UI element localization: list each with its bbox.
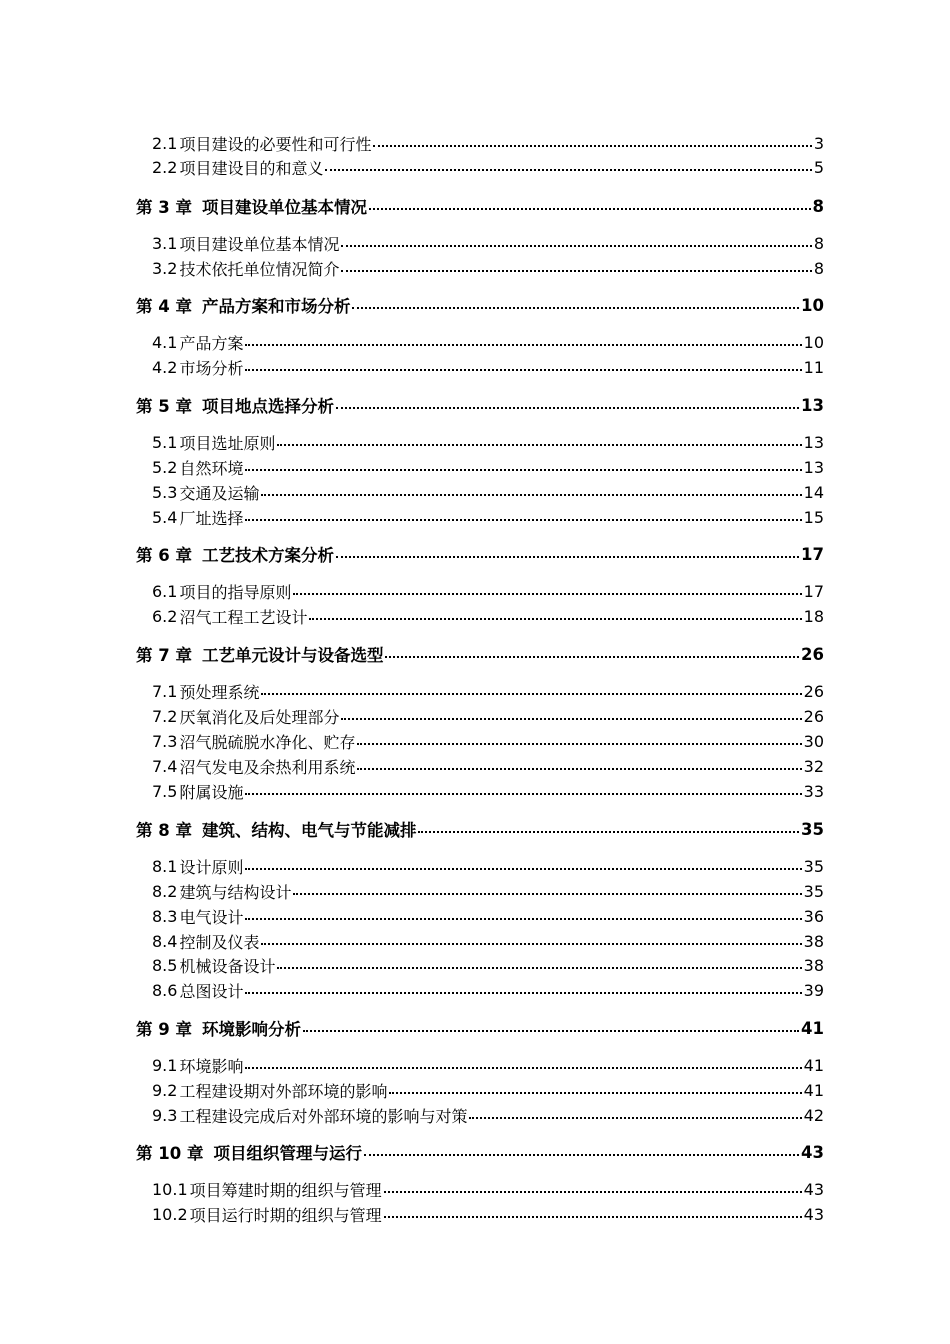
toc-dot-leader [384, 1191, 802, 1193]
toc-entry-number: 8.2 [152, 881, 178, 901]
toc-dot-leader [373, 145, 811, 147]
toc-section-entry[interactable] [0, 355, 950, 379]
toc-dot-leader [369, 208, 811, 210]
toc-section-entry[interactable] [0, 430, 950, 454]
toc-dot-leader [469, 1117, 801, 1119]
toc-section-entry[interactable] [0, 131, 950, 155]
toc-dot-leader [336, 556, 799, 558]
toc-entry-title: 交通及运输 [179, 483, 260, 503]
toc-entry-number: 4.1 [152, 332, 178, 352]
toc-entry-title: 控制及仪表 [179, 932, 260, 952]
toc-entry-title: 工艺技术方案分析 [201, 546, 334, 565]
toc-page-number: 18 [803, 606, 824, 626]
toc-section-entry[interactable] [0, 854, 950, 878]
toc-entry-number: 9.1 [152, 1055, 178, 1075]
toc-page-number: 26 [801, 644, 824, 664]
toc-dot-leader [303, 1030, 799, 1032]
toc-entry-number: 9.3 [152, 1105, 178, 1125]
toc-dot-leader [385, 656, 799, 658]
toc-dot-leader [418, 831, 799, 833]
toc-chapter-entry[interactable] [0, 293, 950, 317]
toc-dot-leader [245, 469, 801, 471]
toc-section-entry[interactable] [0, 1202, 950, 1226]
toc-dot-leader [277, 444, 801, 446]
toc-chapter-entry[interactable] [0, 642, 950, 666]
toc-section-entry[interactable] [0, 729, 950, 753]
toc-section-entry[interactable] [0, 1177, 950, 1201]
toc-dot-leader [389, 1092, 801, 1094]
toc-entry-title: 技术依托单位情况简介 [179, 259, 340, 279]
toc-entry-number: 4.2 [152, 357, 178, 377]
toc-page-number: 41 [803, 1055, 824, 1075]
toc-page-number: 5 [813, 157, 824, 177]
toc-entry-title: 沼气工程工艺设计 [179, 607, 308, 627]
toc-section-entry[interactable] [0, 579, 950, 603]
toc-entry-title: 附属设施 [179, 782, 244, 802]
toc-entry-number: 第 4 章 [136, 297, 192, 316]
toc-entry-title: 预处理系统 [179, 682, 260, 702]
toc-entry-title: 项目筹建时期的组织与管理 [189, 1180, 382, 1200]
toc-entry-title: 项目地点选择分析 [201, 397, 334, 416]
toc-entry-title: 产品方案和市场分析 [201, 297, 351, 316]
toc-entry-title: 工程建设期对外部环境的影响 [179, 1081, 388, 1101]
toc-page-number: 41 [803, 1080, 824, 1100]
toc-entry-number: 5.1 [152, 432, 178, 452]
toc-page-number: 42 [803, 1105, 824, 1125]
toc-page-number: 15 [803, 507, 824, 527]
toc-entry-title: 项目建设目的和意义 [179, 158, 324, 178]
toc-page-number: 11 [803, 357, 824, 377]
toc-entry-title: 建筑与结构设计 [179, 882, 292, 902]
toc-entry-title: 项目的指导原则 [179, 582, 292, 602]
toc-entry-title: 市场分析 [179, 358, 244, 378]
toc-page-number: 13 [803, 457, 824, 477]
toc-entry-title: 机械设备设计 [179, 956, 276, 976]
toc-page-number: 14 [803, 482, 824, 502]
toc-page-number: 8 [813, 233, 824, 253]
toc-dot-leader [245, 918, 801, 920]
toc-dot-leader [293, 893, 801, 895]
toc-dot-leader [245, 344, 801, 346]
toc-chapter-entry[interactable] [0, 817, 950, 841]
toc-page-number: 32 [803, 756, 824, 776]
toc-dot-leader [352, 307, 799, 309]
toc-section-entry[interactable] [0, 231, 950, 255]
toc-entry-number: 7.5 [152, 781, 178, 801]
toc-entry-title: 项目运行时期的组织与管理 [189, 1205, 382, 1225]
toc-page-number: 39 [803, 980, 824, 1000]
toc-entry-number: 8.1 [152, 856, 178, 876]
toc-chapter-entry[interactable] [0, 194, 950, 218]
toc-section-entry[interactable] [0, 879, 950, 903]
toc-page-number: 17 [803, 581, 824, 601]
toc-dot-leader [341, 270, 811, 272]
toc-page-number: 26 [803, 681, 824, 701]
toc-entry-title: 工程建设完成后对外部环境的影响与对策 [179, 1106, 468, 1126]
toc-entry-title: 厂址选择 [179, 508, 244, 528]
toc-section-entry[interactable] [0, 455, 950, 479]
toc-page-number: 43 [801, 1142, 824, 1162]
toc-dot-leader [261, 943, 801, 945]
toc-entry-title: 厌氧消化及后处理部分 [179, 707, 340, 727]
toc-entry-number: 6.1 [152, 581, 178, 601]
toc-section-entry[interactable] [0, 679, 950, 703]
toc-entry-title: 设计原则 [179, 857, 244, 877]
toc-page-number: 13 [803, 432, 824, 452]
toc-entry-title: 工艺单元设计与设备选型 [201, 646, 384, 665]
toc-entry-number: 2.2 [152, 157, 178, 177]
toc-section-entry[interactable] [0, 505, 950, 529]
toc-page-number: 13 [801, 395, 824, 415]
toc-entry-number: 8.6 [152, 980, 178, 1000]
toc-entry-number: 2.1 [152, 133, 178, 153]
toc-page-number: 35 [803, 881, 824, 901]
toc-entry-title: 项目建设单位基本情况 [179, 234, 340, 254]
toc-dot-leader [245, 369, 801, 371]
toc-dot-leader [309, 618, 801, 620]
toc-page-number: 8 [813, 258, 824, 278]
toc-entry-number: 5.3 [152, 482, 178, 502]
toc-chapter-entry[interactable] [0, 542, 950, 566]
toc-section-entry[interactable] [0, 754, 950, 778]
toc-chapter-entry[interactable] [0, 393, 950, 417]
toc-section-entry[interactable] [0, 256, 950, 280]
toc-entry-number: 第 3 章 [136, 198, 192, 217]
toc-page-number: 3 [813, 133, 824, 153]
toc-page-number: 43 [803, 1204, 824, 1224]
toc-entry-number: 7.3 [152, 731, 178, 751]
toc-entry-number: 8.5 [152, 955, 178, 975]
toc-section-entry[interactable] [0, 1103, 950, 1127]
toc-entry-number: 8.4 [152, 931, 178, 951]
toc-entry-title: 总图设计 [179, 981, 244, 1001]
toc-page-number: 8 [812, 196, 824, 216]
toc-page-number: 10 [803, 332, 824, 352]
toc-page-number: 38 [803, 955, 824, 975]
toc-entry-number: 7.4 [152, 756, 178, 776]
toc-chapter-entry[interactable] [0, 1016, 950, 1040]
toc-entry-title: 环境影响分析 [201, 1020, 301, 1039]
toc-entry-number: 第 6 章 [136, 546, 192, 565]
toc-entry-number: 第 10 章 [136, 1144, 204, 1163]
toc-section-entry[interactable] [0, 953, 950, 977]
toc-entry-title: 环境影响 [179, 1056, 244, 1076]
toc-section-entry[interactable] [0, 1053, 950, 1077]
toc-section-entry[interactable] [0, 1078, 950, 1102]
toc-page-number: 43 [803, 1179, 824, 1199]
toc-dot-leader [245, 1067, 801, 1069]
toc-page-number: 17 [801, 544, 824, 564]
toc-entry-title: 项目建设单位基本情况 [201, 198, 367, 217]
toc-entry-number: 7.1 [152, 681, 178, 701]
toc-dot-leader [325, 169, 811, 171]
toc-entry-number: 3.2 [152, 258, 178, 278]
toc-section-entry[interactable] [0, 704, 950, 728]
toc-entry-number: 3.1 [152, 233, 178, 253]
toc-section-entry[interactable] [0, 480, 950, 504]
toc-dot-leader [364, 1154, 799, 1156]
toc-dot-leader [341, 718, 801, 720]
toc-entry-number: 第 7 章 [136, 646, 192, 665]
toc-dot-leader [245, 868, 801, 870]
toc-page-number: 33 [803, 781, 824, 801]
toc-entry-number: 8.3 [152, 906, 178, 926]
toc-page-number: 35 [803, 856, 824, 876]
toc-entry-number: 第 5 章 [136, 397, 192, 416]
toc-entry-number: 5.2 [152, 457, 178, 477]
toc-entry-title: 项目组织管理与运行 [213, 1144, 362, 1163]
toc-page-number: 38 [803, 931, 824, 951]
toc-entry-title: 项目选址原则 [179, 433, 276, 453]
toc-page-number: 35 [801, 819, 824, 839]
toc-dot-leader [245, 992, 801, 994]
toc-entry-title: 建筑、结构、电气与节能减排 [201, 821, 417, 840]
toc-entry-number: 7.2 [152, 706, 178, 726]
toc-entry-number: 10.2 [152, 1204, 188, 1224]
toc-entry-number: 6.2 [152, 606, 178, 626]
toc-dot-leader [341, 245, 811, 247]
toc-dot-leader [336, 407, 799, 409]
toc-entry-title: 电气设计 [179, 907, 244, 927]
toc-entry-title: 自然环境 [179, 458, 244, 478]
toc-dot-leader [293, 593, 801, 595]
toc-page-number: 30 [803, 731, 824, 751]
toc-section-entry[interactable] [0, 604, 950, 628]
toc-section-entry[interactable] [0, 904, 950, 928]
toc-dot-leader [357, 743, 801, 745]
toc-entry-number: 5.4 [152, 507, 178, 527]
toc-section-entry[interactable] [0, 779, 950, 803]
toc-dot-leader [357, 768, 801, 770]
toc-entry-number: 10.1 [152, 1179, 188, 1199]
toc-entry-title: 产品方案 [179, 333, 244, 353]
toc-chapter-entry[interactable] [0, 1140, 950, 1164]
toc-page-number: 41 [801, 1018, 824, 1038]
toc-page-number: 26 [803, 706, 824, 726]
toc-section-entry[interactable] [0, 155, 950, 179]
toc-entry-title: 项目建设的必要性和可行性 [179, 134, 372, 154]
toc-dot-leader [384, 1216, 802, 1218]
toc-section-entry[interactable] [0, 929, 950, 953]
toc-page-number: 10 [801, 295, 824, 315]
toc-dot-leader [277, 967, 801, 969]
toc-dot-leader [261, 693, 801, 695]
toc-section-entry[interactable] [0, 330, 950, 354]
toc-entry-number: 第 8 章 [136, 821, 192, 840]
toc-entry-title: 沼气发电及余热利用系统 [179, 757, 356, 777]
toc-dot-leader [261, 494, 801, 496]
toc-page-number: 36 [803, 906, 824, 926]
toc-dot-leader [245, 519, 801, 521]
toc-entry-number: 9.2 [152, 1080, 178, 1100]
toc-section-entry[interactable] [0, 978, 950, 1002]
toc-entry-number: 第 9 章 [136, 1020, 192, 1039]
toc-dot-leader [245, 793, 801, 795]
toc-entry-title: 沼气脱硫脱水净化、贮存 [179, 732, 356, 752]
